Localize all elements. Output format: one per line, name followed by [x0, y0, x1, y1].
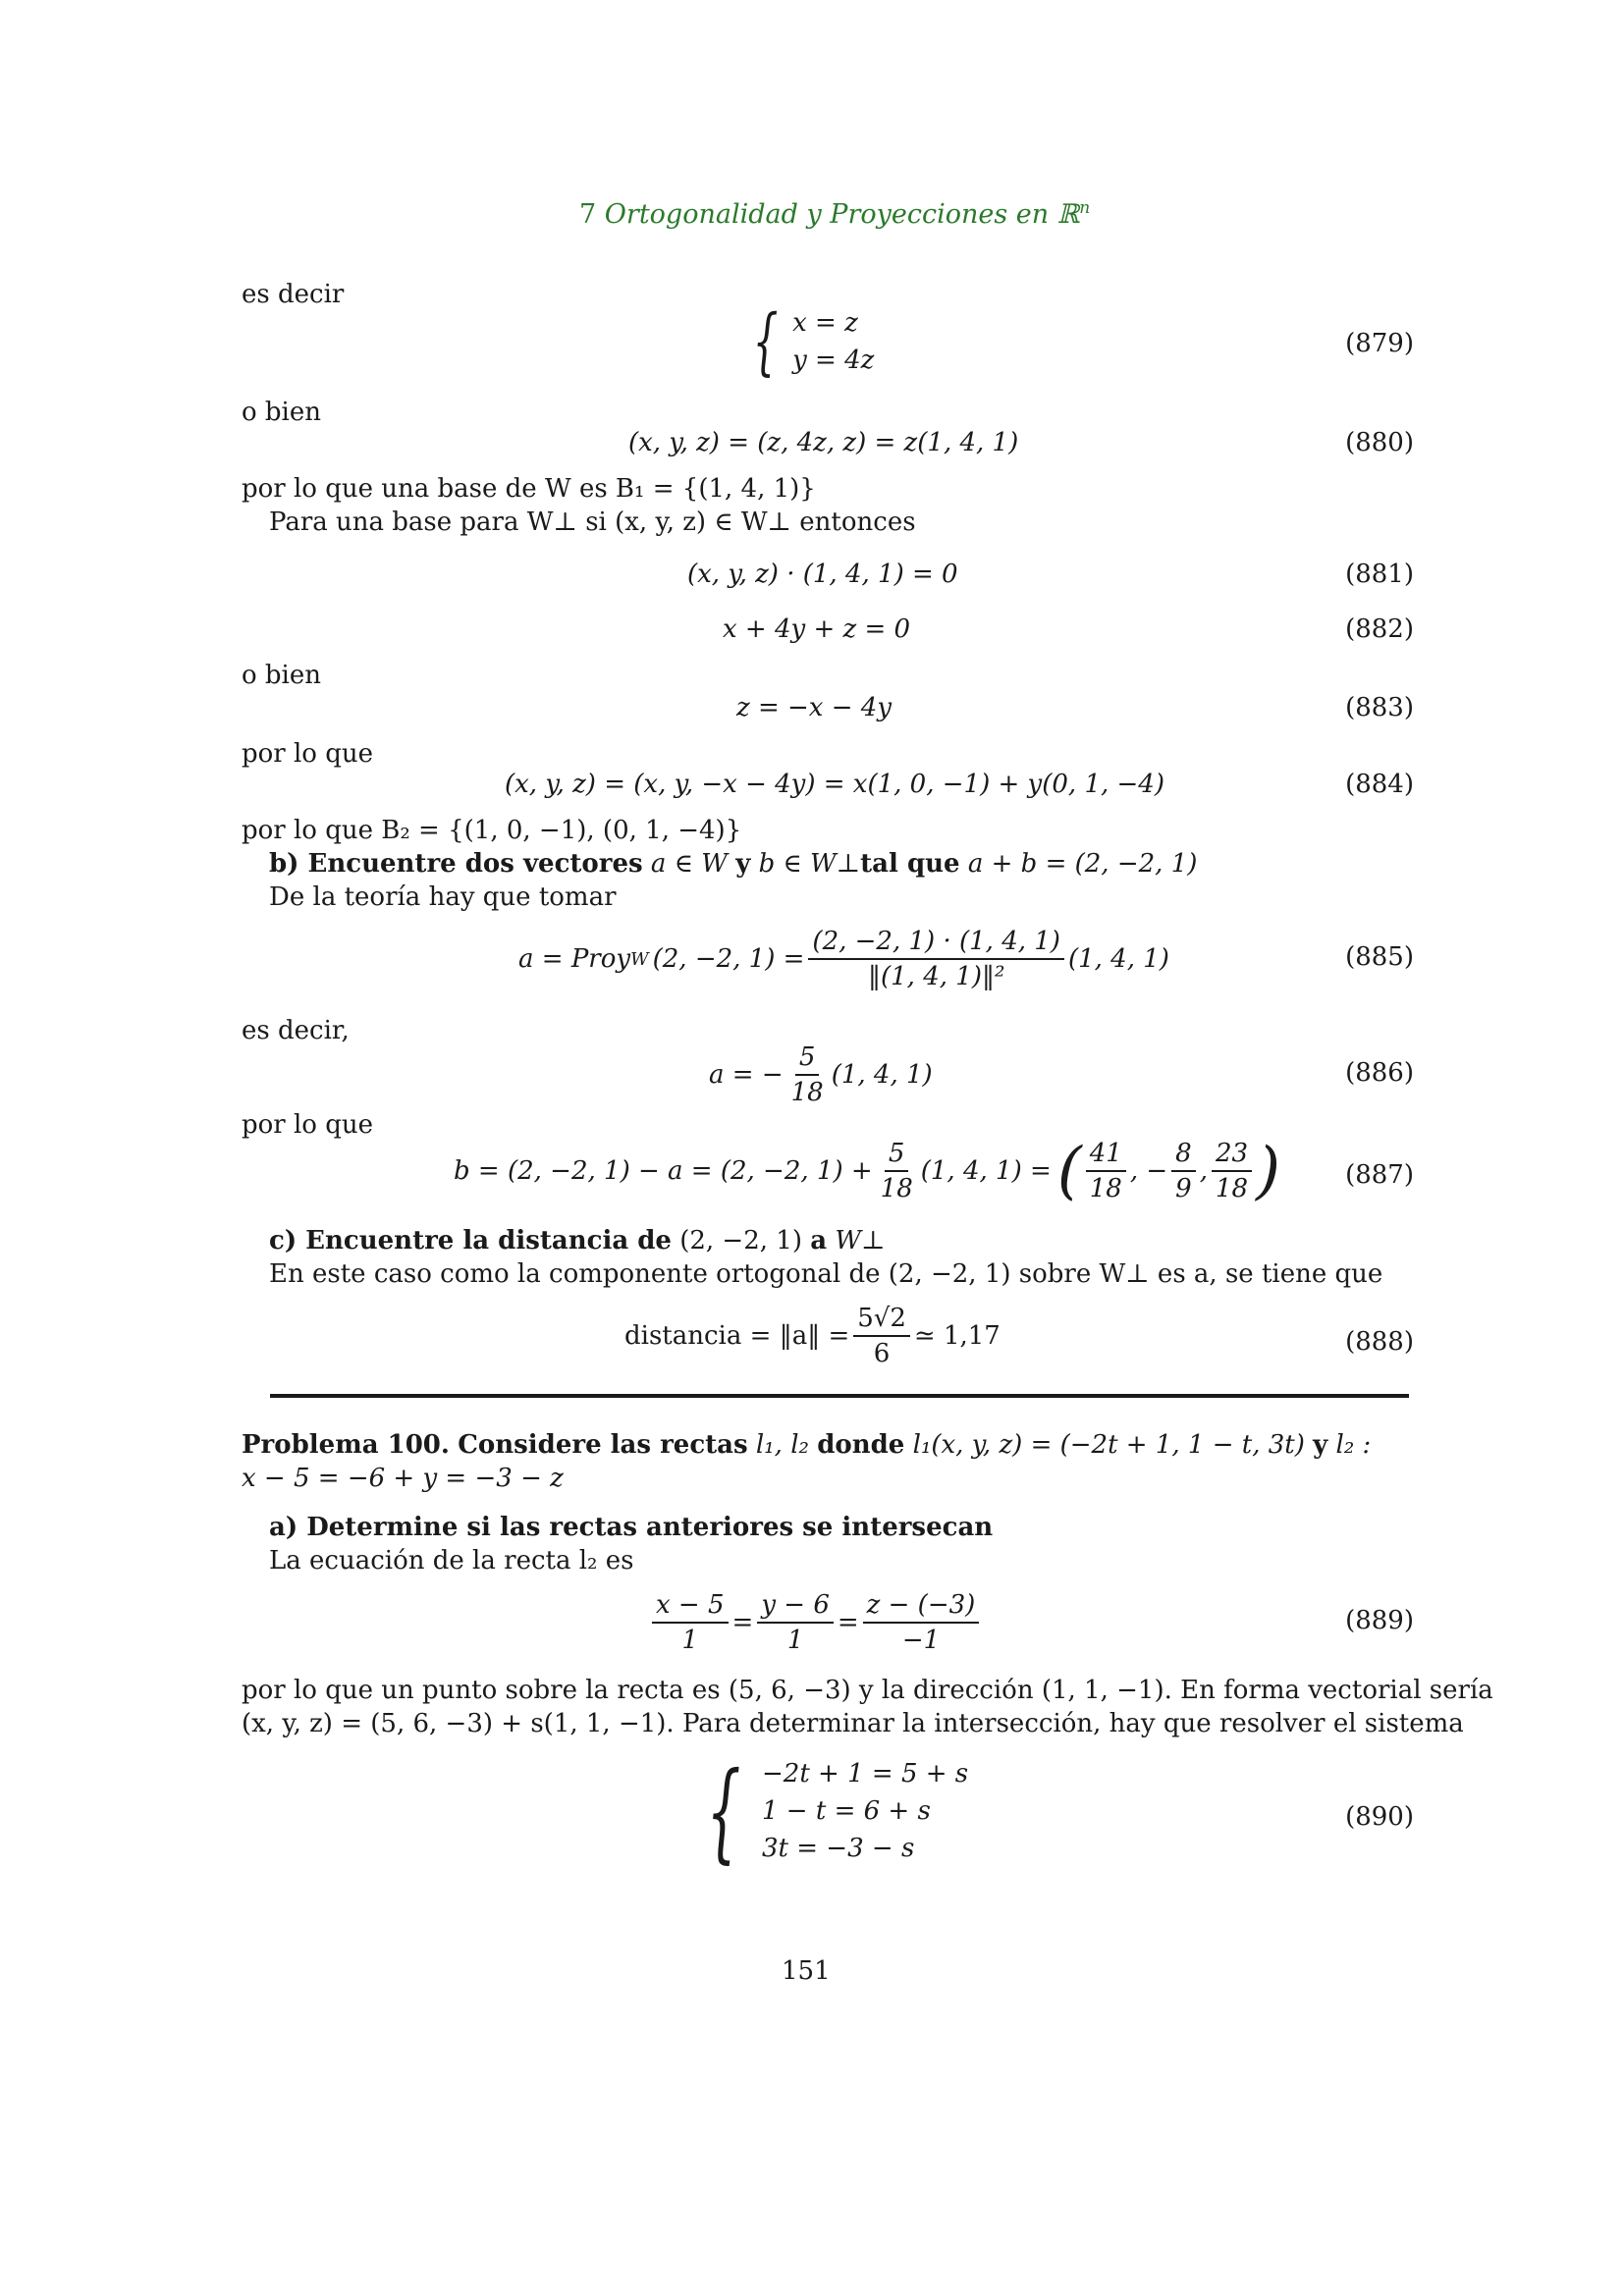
numerator: y − 6	[757, 1590, 834, 1624]
eq-mid: (1, 4, 1) =	[920, 1156, 1052, 1186]
text-es-decir-1: es decir	[242, 280, 345, 309]
denominator: 9	[1175, 1174, 1192, 1203]
part-c-math2: W⊥	[835, 1226, 886, 1255]
numerator: 5√2	[853, 1304, 910, 1337]
part-b-tal: tal que	[860, 849, 960, 879]
text-base-w: por lo que una base de W es B₁ = {(1, 4, 1)}	[242, 474, 816, 504]
text-por-lo-que-1: por lo que	[242, 739, 373, 769]
denominator: 1	[786, 1626, 804, 1655]
fraction	[1171, 1139, 1196, 1203]
part-b-math: b ∈ W⊥	[758, 849, 861, 879]
fraction	[1086, 1139, 1126, 1203]
denominator: ‖(1, 4, 1)‖²	[867, 962, 1005, 991]
denominator: 1	[681, 1626, 699, 1655]
part-c-math: (2, −2, 1)	[679, 1226, 802, 1255]
equation-number: (889)	[1345, 1606, 1414, 1635]
fraction	[808, 927, 1064, 991]
denominator: −1	[901, 1626, 941, 1655]
equation-881: (x, y, z) · (1, 4, 1) = 0	[687, 560, 958, 589]
text-punto-line1: por lo que un punto sobre la recta es (5, 6, −3) y la dirección (1, 1, −1). En forma vectorial sería	[242, 1676, 1493, 1705]
eq-lhs: distancia = ‖a‖ =	[624, 1321, 850, 1351]
equation-885	[518, 927, 1169, 991]
equation-882: x + 4y + z = 0	[723, 614, 911, 644]
fraction	[853, 1304, 910, 1368]
equation-number: (881)	[1345, 560, 1414, 589]
right-paren: )	[1256, 1135, 1281, 1207]
eq-sub: W	[630, 948, 649, 970]
brace-symbol: {	[706, 1748, 741, 1874]
denominator: 18	[880, 1174, 913, 1203]
equation-884: (x, y, z) = (x, y, −x − 4y) = x(1, 0, −1) + y(0, 1, −4)	[505, 770, 1164, 799]
equation-number: (886)	[1345, 1058, 1414, 1088]
fraction	[1212, 1139, 1252, 1203]
comma: , −	[1129, 1156, 1168, 1186]
part-b-math: a ∈ W	[650, 849, 728, 879]
comma: ,	[1199, 1156, 1208, 1186]
denominator: 18	[790, 1078, 824, 1107]
equation-889	[648, 1590, 983, 1655]
text-base-wperp: Para una base para W⊥ si (x, y, z) ∈ W⊥ entonces	[269, 507, 916, 537]
equation-number: (884)	[1345, 770, 1414, 799]
text-punto-line2: (x, y, z) = (5, 6, −3) + s(1, 1, −1). Para determinar la intersección, hay que resolver el sistema	[242, 1709, 1464, 1738]
equation-887	[454, 1135, 1281, 1207]
fraction	[652, 1590, 729, 1655]
text-es-decir-2: es decir,	[242, 1016, 350, 1045]
fraction	[787, 1042, 828, 1107]
equation-number: (890)	[1345, 1802, 1414, 1832]
problem-text: Considere las rectas	[458, 1430, 748, 1460]
text-por-lo-que-2: por lo que	[242, 1110, 373, 1140]
eq-lhs: a = −	[709, 1060, 784, 1090]
problem-donde: donde	[817, 1430, 905, 1460]
system-line: 1 − t = 6 + s	[762, 1796, 931, 1826]
equation-879	[742, 299, 875, 384]
part-b-y: y	[735, 849, 751, 879]
eq-lhs: b = (2, −2, 1) − a = (2, −2, 1) +	[454, 1156, 873, 1186]
fraction	[863, 1590, 980, 1655]
fraction	[757, 1590, 834, 1655]
equation-number: (883)	[1345, 693, 1414, 722]
numerator: 5	[885, 1139, 909, 1172]
problem-line-2: x − 5 = −6 + y = −3 − z	[242, 1464, 564, 1493]
equals-sign: =	[837, 1608, 859, 1637]
text-caso: En este caso como la componente ortogonal de (2, −2, 1) sobre W⊥ es a, se tiene que	[269, 1259, 1383, 1289]
equation-890	[689, 1748, 969, 1874]
brace-symbol: {	[752, 299, 779, 384]
numerator: 41	[1086, 1139, 1126, 1172]
part-b-title: b) Encuentre dos vectores	[269, 849, 643, 879]
equation-886	[709, 1042, 933, 1107]
text-teoria: De la teoría hay que tomar	[269, 882, 617, 912]
part-b-math: a + b = (2, −2, 1)	[967, 849, 1198, 879]
numerator: 23	[1212, 1139, 1252, 1172]
equation-number: (882)	[1345, 614, 1414, 644]
text-ecuacion: La ecuación de la recta l₂ es	[269, 1546, 634, 1575]
text-base-b2: por lo que B₂ = {(1, 0, −1), (0, 1, −4)}	[242, 816, 742, 845]
eq-lhs: a = Proy	[518, 944, 631, 974]
equals-sign: =	[731, 1608, 754, 1637]
numerator: x − 5	[652, 1590, 729, 1624]
denominator: 18	[1089, 1174, 1122, 1203]
chapter-number: 7	[579, 199, 597, 230]
problem-statement	[242, 1429, 1371, 1461]
left-paren: (	[1056, 1135, 1082, 1207]
equation-number: (879)	[1345, 329, 1414, 358]
system-line: 3t = −3 − s	[762, 1834, 915, 1863]
problem-math: l₁, l₂	[755, 1430, 809, 1460]
part-c-a: a	[810, 1226, 828, 1255]
text-o-bien-2: o bien	[242, 661, 322, 690]
eq-tail: (1, 4, 1)	[1067, 944, 1169, 974]
section-divider	[270, 1394, 1409, 1398]
equation-883: z = −x − 4y	[736, 693, 893, 722]
equation-number: (885)	[1345, 942, 1414, 972]
system-line: −2t + 1 = 5 + s	[762, 1759, 969, 1789]
eq-arg: (2, −2, 1) =	[652, 944, 805, 974]
problem-label: Problema 100.	[242, 1430, 450, 1460]
numerator: (2, −2, 1) · (1, 4, 1)	[808, 927, 1064, 960]
problem-y: y	[1313, 1430, 1328, 1460]
part-c-heading	[269, 1225, 886, 1256]
equation-888	[624, 1304, 1001, 1368]
denominator: 6	[873, 1339, 891, 1368]
chapter-title-sup: n	[1079, 198, 1091, 218]
numerator: z − (−3)	[863, 1590, 980, 1624]
denominator: 18	[1215, 1174, 1249, 1203]
part-a-title: a) Determine si las rectas anteriores se intersecan	[269, 1513, 994, 1542]
equation-880: (x, y, z) = (z, 4z, z) = z(1, 4, 1)	[628, 428, 1019, 457]
problem-math: l₂ :	[1335, 1430, 1372, 1460]
eq-tail: ≃ 1,17	[913, 1321, 1001, 1351]
text-o-bien-1: o bien	[242, 398, 322, 427]
numerator: 5	[795, 1042, 820, 1076]
chapter-title: Ortogonalidad y Proyecciones en ℝ	[604, 199, 1080, 230]
equation-number: (887)	[1345, 1160, 1414, 1190]
part-c-title: c) Encuentre la distancia de	[269, 1226, 672, 1255]
system-line: x = z	[792, 308, 858, 338]
equation-number: (888)	[1345, 1327, 1414, 1357]
eq-tail: (1, 4, 1)	[831, 1060, 933, 1090]
system-line: y = 4z	[792, 346, 875, 375]
part-b-heading	[269, 848, 1197, 880]
problem-math: l₁(x, y, z) = (−2t + 1, 1 − t, 3t)	[912, 1430, 1305, 1460]
fraction	[877, 1139, 917, 1203]
equation-number: (880)	[1345, 428, 1414, 457]
running-header	[579, 198, 1090, 230]
numerator: 8	[1171, 1139, 1196, 1172]
page-number: 151	[782, 1956, 831, 1986]
